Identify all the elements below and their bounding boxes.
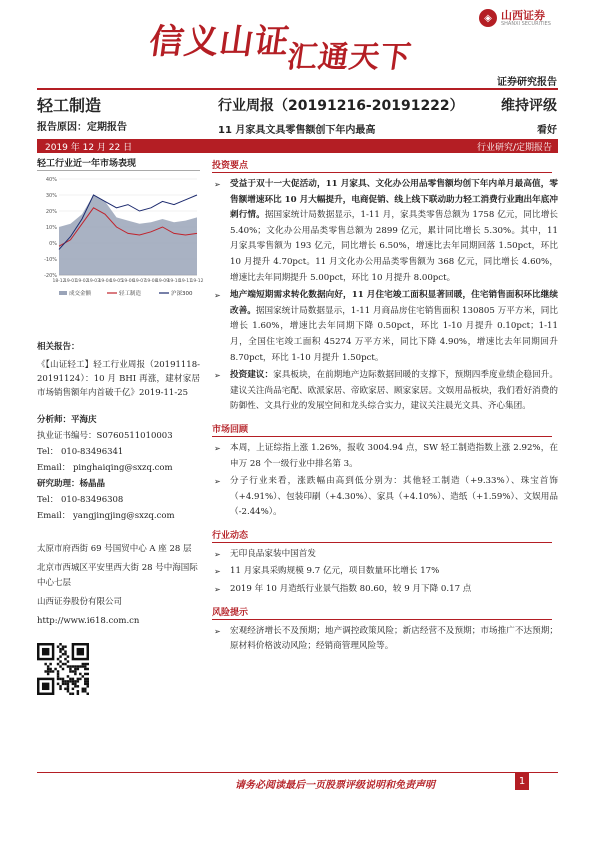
market-performance-chart bbox=[37, 175, 204, 303]
y-tick-label: -20% bbox=[44, 273, 57, 279]
section-investment-points: 投资要点 bbox=[212, 158, 552, 173]
qr-module bbox=[84, 673, 86, 675]
left-column bbox=[37, 156, 204, 698]
point-investment-advice: ➢ 投资建议：家具板块，在前期地产边际数据回暖的支撑下，预期四季度业绩企稳回升。建议关注尚品宅配、欧派家居、帝欧家居、顾家家居。文娱用品板块，我们看好消费的防御性、文具行业的发展空间和龙头综合实力，建议关注晨光文具、齐心集团。 bbox=[214, 370, 558, 412]
qr-module bbox=[59, 660, 61, 662]
x-tick-label: 19-04 bbox=[98, 279, 112, 284]
x-tick-label: 19-09 bbox=[155, 279, 170, 284]
slogan-part1: 信义山证 bbox=[146, 22, 293, 62]
y-tick-label: 20% bbox=[45, 209, 57, 215]
qr-module bbox=[87, 683, 89, 685]
qr-module bbox=[59, 650, 61, 652]
qr-module bbox=[59, 665, 61, 667]
qr-module bbox=[57, 683, 59, 685]
section-market-review: 市场回顾 bbox=[212, 422, 552, 437]
company-logo bbox=[479, 9, 551, 27]
qr-module bbox=[84, 668, 86, 670]
y-tick-label: 0% bbox=[49, 241, 57, 247]
report-type: 证券研究报告 bbox=[497, 77, 557, 88]
y-tick-label: 30% bbox=[45, 193, 57, 199]
right-column bbox=[212, 156, 558, 657]
qr-module bbox=[79, 665, 81, 667]
qr-module bbox=[87, 685, 89, 687]
qr-module bbox=[69, 670, 71, 672]
section-risk-warning: 风险提示 bbox=[212, 605, 552, 620]
qr-module bbox=[69, 693, 71, 695]
qr-module bbox=[72, 683, 74, 685]
qr-module bbox=[59, 688, 61, 690]
x-tick-label: 19-06 bbox=[121, 279, 135, 284]
y-tick-label: 40% bbox=[45, 177, 57, 183]
qr-module bbox=[77, 678, 79, 680]
qr-module bbox=[57, 645, 59, 647]
qr-module bbox=[64, 688, 66, 690]
qr-module bbox=[59, 648, 61, 650]
qr-module bbox=[67, 680, 69, 682]
arrow-bullet-icon: ➢ bbox=[214, 477, 221, 487]
qr-module bbox=[64, 645, 66, 647]
qr-module bbox=[74, 673, 76, 675]
qr-module bbox=[49, 668, 51, 670]
qr-code-icon bbox=[37, 643, 89, 695]
logo-en: SHANXI SECURITIES bbox=[501, 20, 551, 27]
qr-module bbox=[87, 678, 89, 680]
qr-module bbox=[72, 665, 74, 667]
qr-module bbox=[72, 670, 74, 672]
address-beijing: 北京市西城区平安里西大街 28 号中海国际中心七层 bbox=[37, 563, 198, 588]
qr-module bbox=[62, 663, 64, 665]
qr-module bbox=[72, 680, 74, 682]
qr-module bbox=[44, 670, 46, 672]
arrow-bullet-icon: ➢ bbox=[214, 549, 221, 559]
arrow-bullet-icon: ➢ bbox=[214, 443, 221, 453]
qr-module bbox=[84, 665, 86, 667]
qr-module bbox=[67, 655, 69, 657]
report-date: 2019 年 12 月 22 日 bbox=[45, 143, 133, 153]
chart-title: 轻工行业近一年市场表现 bbox=[37, 156, 200, 171]
qr-module bbox=[77, 693, 79, 695]
news-item: ➢ 2019 年 10 月造纸行业景气指数 80.60，较 9 月下降 0.17 点 bbox=[212, 582, 558, 598]
qr-module bbox=[52, 670, 54, 672]
qr-module bbox=[59, 655, 61, 657]
x-tick-label: 19-03 bbox=[86, 279, 101, 284]
x-tick-label: 19-11 bbox=[178, 279, 193, 284]
qr-module bbox=[87, 663, 89, 665]
qr-module bbox=[72, 693, 74, 695]
x-tick-label: 19-01 bbox=[63, 279, 78, 284]
qr-module bbox=[87, 680, 89, 682]
header-rule bbox=[37, 88, 558, 90]
qr-module bbox=[67, 660, 69, 662]
qr-module bbox=[79, 673, 81, 675]
qr-module bbox=[44, 663, 46, 665]
outlook: 看好 bbox=[537, 125, 557, 136]
qr-module bbox=[42, 683, 49, 690]
qr-module bbox=[77, 668, 79, 670]
analyst2-tel: Tel： 010-83496308 bbox=[37, 495, 124, 505]
report-subtitle: 11 月家具文具零售额创下年内最高 bbox=[218, 125, 376, 136]
rating: 维持评级 bbox=[501, 98, 557, 114]
qr-module bbox=[62, 678, 64, 680]
market-review-item: ➢ 分子行业来看，涨跌幅由高到低分别为：其他轻工制造（+9.33%）、珠宝首饰（+4.91%）、包装印刷（+4.30%）、家具（+4.10%）、造纸（+1.59%）、文娱用品（-2.44%）。 bbox=[214, 476, 558, 518]
qr-module bbox=[59, 678, 61, 680]
x-tick-label: 19-10 bbox=[167, 279, 181, 284]
qr-module bbox=[64, 650, 66, 652]
point-real-estate: ➢ 地产端短期需求转化数据向好，11 月住宅竣工面积显著回暖，住宅销售面积环比继续改善。据国家统计局数据显示，1-11 月商品房住宅销售面积 130805 万平方米，同比增长 1.60%，增速比去年同期下降 0.50pct，环比 1-10 月提升 0.10pct；1-11 月，全国住宅竣工面积 45274 万平方米，同比下降 4.90%，增速比去年同期回升 8.70pct，环比 1-10 月提升 1.50pct。 bbox=[214, 290, 558, 363]
qr-module bbox=[84, 688, 86, 690]
qr-module bbox=[49, 670, 51, 672]
arrow-bullet-icon: ➢ bbox=[214, 567, 221, 577]
x-tick-label: 19-02 bbox=[75, 279, 89, 284]
arrow-bullet-icon: ➢ bbox=[214, 585, 221, 595]
qr-module bbox=[69, 680, 71, 682]
related-title: 相关报告： bbox=[37, 342, 80, 352]
qr-module bbox=[47, 665, 49, 667]
qr-module bbox=[84, 683, 86, 685]
arrow-bullet-icon: ➢ bbox=[214, 371, 221, 381]
qr-module bbox=[74, 683, 76, 685]
qr-module bbox=[77, 685, 79, 687]
qr-module bbox=[49, 663, 51, 665]
qr-module bbox=[74, 680, 76, 682]
legend-swatch bbox=[59, 291, 67, 295]
qr-module bbox=[47, 673, 49, 675]
sector-title: 轻工制造 bbox=[37, 96, 102, 115]
slogan-part2: 汇通天下 bbox=[284, 40, 414, 75]
analyst-block bbox=[37, 412, 200, 524]
qr-module bbox=[57, 658, 59, 660]
qr-module bbox=[64, 683, 66, 685]
qr-module bbox=[84, 690, 86, 692]
header-banner bbox=[0, 0, 595, 88]
logo-cn: 山西证券 bbox=[501, 8, 545, 22]
section-industry-news: 行业动态 bbox=[212, 528, 552, 543]
qr-module bbox=[54, 668, 56, 670]
arrow-bullet-icon: ➢ bbox=[214, 291, 221, 301]
qr-module bbox=[67, 688, 69, 690]
qr-module bbox=[74, 670, 76, 672]
qr-module bbox=[82, 663, 84, 665]
x-tick-label: 19-05 bbox=[109, 279, 124, 284]
page-number: 1 bbox=[515, 773, 529, 790]
qr-module bbox=[42, 648, 49, 655]
analyst1-name: 分析师：平海庆 bbox=[37, 415, 97, 425]
company-name: 山西证券股份有限公司 bbox=[37, 597, 123, 607]
legend-label: 成交金额 bbox=[69, 291, 92, 297]
qr-module bbox=[62, 648, 64, 650]
qr-module bbox=[64, 658, 66, 660]
qr-module bbox=[84, 663, 86, 665]
analyst1-email[interactable]: Email： pinghaiqing@sxzq.com bbox=[37, 463, 173, 473]
report-reason: 报告原因：定期报告 bbox=[37, 122, 127, 133]
qr-module bbox=[77, 648, 84, 655]
qr-module bbox=[67, 690, 69, 692]
qr-module bbox=[74, 668, 76, 670]
qr-module bbox=[57, 670, 59, 672]
qr-module bbox=[72, 688, 74, 690]
qr-module bbox=[62, 680, 64, 682]
qr-module bbox=[87, 693, 89, 695]
risk-item: ➢ 宏观经济增长不及预期；地产调控政策风险；新店经营不及预期；市场推广不达预期；原材料价格波动风险；经销商管理风险等。 bbox=[214, 625, 558, 652]
date-bar bbox=[37, 139, 558, 153]
qr-module bbox=[64, 663, 66, 665]
logo-emblem-icon: ◈ bbox=[479, 9, 497, 27]
footer-rule bbox=[37, 772, 558, 773]
qr-module bbox=[69, 678, 71, 680]
legend-label: 轻工制造 bbox=[119, 291, 142, 297]
company-website[interactable]: http://www.i618.com.cn bbox=[37, 616, 140, 626]
qr-module bbox=[77, 680, 79, 682]
analyst2-name: 研究助理：杨晶晶 bbox=[37, 479, 106, 489]
series-area-0 bbox=[59, 195, 197, 275]
qr-module bbox=[82, 688, 84, 690]
qr-module bbox=[62, 653, 64, 655]
qr-module bbox=[64, 680, 66, 682]
qr-module bbox=[67, 683, 69, 685]
x-tick-label: 19-08 bbox=[144, 279, 158, 284]
footer-disclaimer[interactable]: 请务必阅读最后一页股票评级说明和免责声明 bbox=[235, 780, 435, 791]
arrow-bullet-icon: ➢ bbox=[214, 180, 221, 189]
qr-module bbox=[57, 678, 59, 680]
qr-module bbox=[47, 670, 49, 672]
qr-module bbox=[87, 668, 89, 670]
qr-module bbox=[79, 678, 81, 680]
qr-module bbox=[62, 668, 64, 670]
qr-module bbox=[74, 685, 76, 687]
qr-module bbox=[57, 663, 59, 665]
address-taiyuan: 太原市府西街 69 号国贸中心 A 座 28 层 bbox=[37, 544, 192, 554]
qr-module bbox=[47, 668, 49, 670]
qr-module bbox=[69, 665, 71, 667]
y-tick-label: -10% bbox=[44, 257, 57, 263]
qr-module bbox=[84, 678, 86, 680]
qr-module bbox=[67, 675, 69, 677]
qr-module bbox=[77, 665, 79, 667]
qr-module bbox=[69, 668, 71, 670]
qr-module bbox=[82, 665, 84, 667]
qr-module bbox=[82, 675, 84, 677]
x-tick-label: 18-12 bbox=[52, 279, 66, 284]
point-retail-sales: ➢ 受益于双十一大促活动，11 月家具、文化办公用品零售额均创下年内单月最高值，零售额增速环比 10 月大幅提升，电商促销、线上线下联动助力轻工消费行业跑出年底冲刺行情。据国家统计局数据显示，1-11 月，家具类零售总额为 1758 亿元，同比增长 5.40%；文化办公用品类零售总额为 2899 亿元，累计同比增长 5.30%。其中，11 月家具零售额为 193 亿元，同比增长 6.50%，增速比去年同期回落 1.50pct，环比 10 月提升 4.70pct。11 月文化办公用品类零售额为 368 亿元，同比增长 4.60%，增速比去年同期提升 5.00pct，环比 10 月提升 8.00pct。 bbox=[214, 179, 558, 283]
qr-module bbox=[72, 678, 74, 680]
qr-module bbox=[74, 665, 76, 667]
qr-module bbox=[67, 685, 69, 687]
qr-module bbox=[82, 690, 84, 692]
y-tick-label: 10% bbox=[45, 225, 57, 231]
x-tick-label: 19-12 bbox=[190, 279, 204, 284]
analyst2-email[interactable]: Email： yangjingjing@sxzq.com bbox=[37, 511, 175, 521]
qr-module bbox=[77, 690, 79, 692]
qr-module bbox=[57, 675, 59, 677]
related-report: 《【山证轻工】轻工行业周报（20191118-20191124）：10 月 BHI 再涨，建材家居市场销售额年内首破千亿》2019-11-25 bbox=[37, 360, 200, 398]
legend-label: 沪深300 bbox=[171, 291, 193, 297]
qr-module bbox=[67, 665, 69, 667]
qr-module bbox=[87, 673, 89, 675]
report-category: 行业研究/定期报告 bbox=[476, 143, 552, 153]
news-item: ➢ 11 月家具采购规模 9.7 亿元，项目数量环比增长 17% bbox=[212, 564, 558, 580]
analyst1-tel: Tel： 010-83496341 bbox=[37, 447, 124, 457]
qr-module bbox=[59, 685, 61, 687]
qr-module bbox=[62, 683, 64, 685]
address-block bbox=[37, 542, 200, 629]
analyst1-cert: 执业证书编号：S0760511010003 bbox=[37, 431, 173, 441]
qr-module bbox=[84, 680, 86, 682]
qr-module bbox=[57, 673, 59, 675]
qr-module bbox=[64, 653, 66, 655]
news-item: ➢ 无印良品家装中国首发 bbox=[212, 547, 558, 563]
slogan bbox=[146, 14, 418, 75]
arrow-bullet-icon: ➢ bbox=[214, 626, 221, 636]
x-tick-label: 19-07 bbox=[132, 279, 147, 284]
qr-module bbox=[62, 645, 64, 647]
weekly-title: 行业周报（20191216-20191222） bbox=[218, 98, 464, 114]
market-review-item: ➢ 本周，上证综指上涨 1.26%，报收 3004.94 点，SW 轻工制造指数上涨 2.92%，在申万 28 个一级行业中排名第 3。 bbox=[214, 442, 558, 469]
qr-module bbox=[59, 643, 61, 645]
